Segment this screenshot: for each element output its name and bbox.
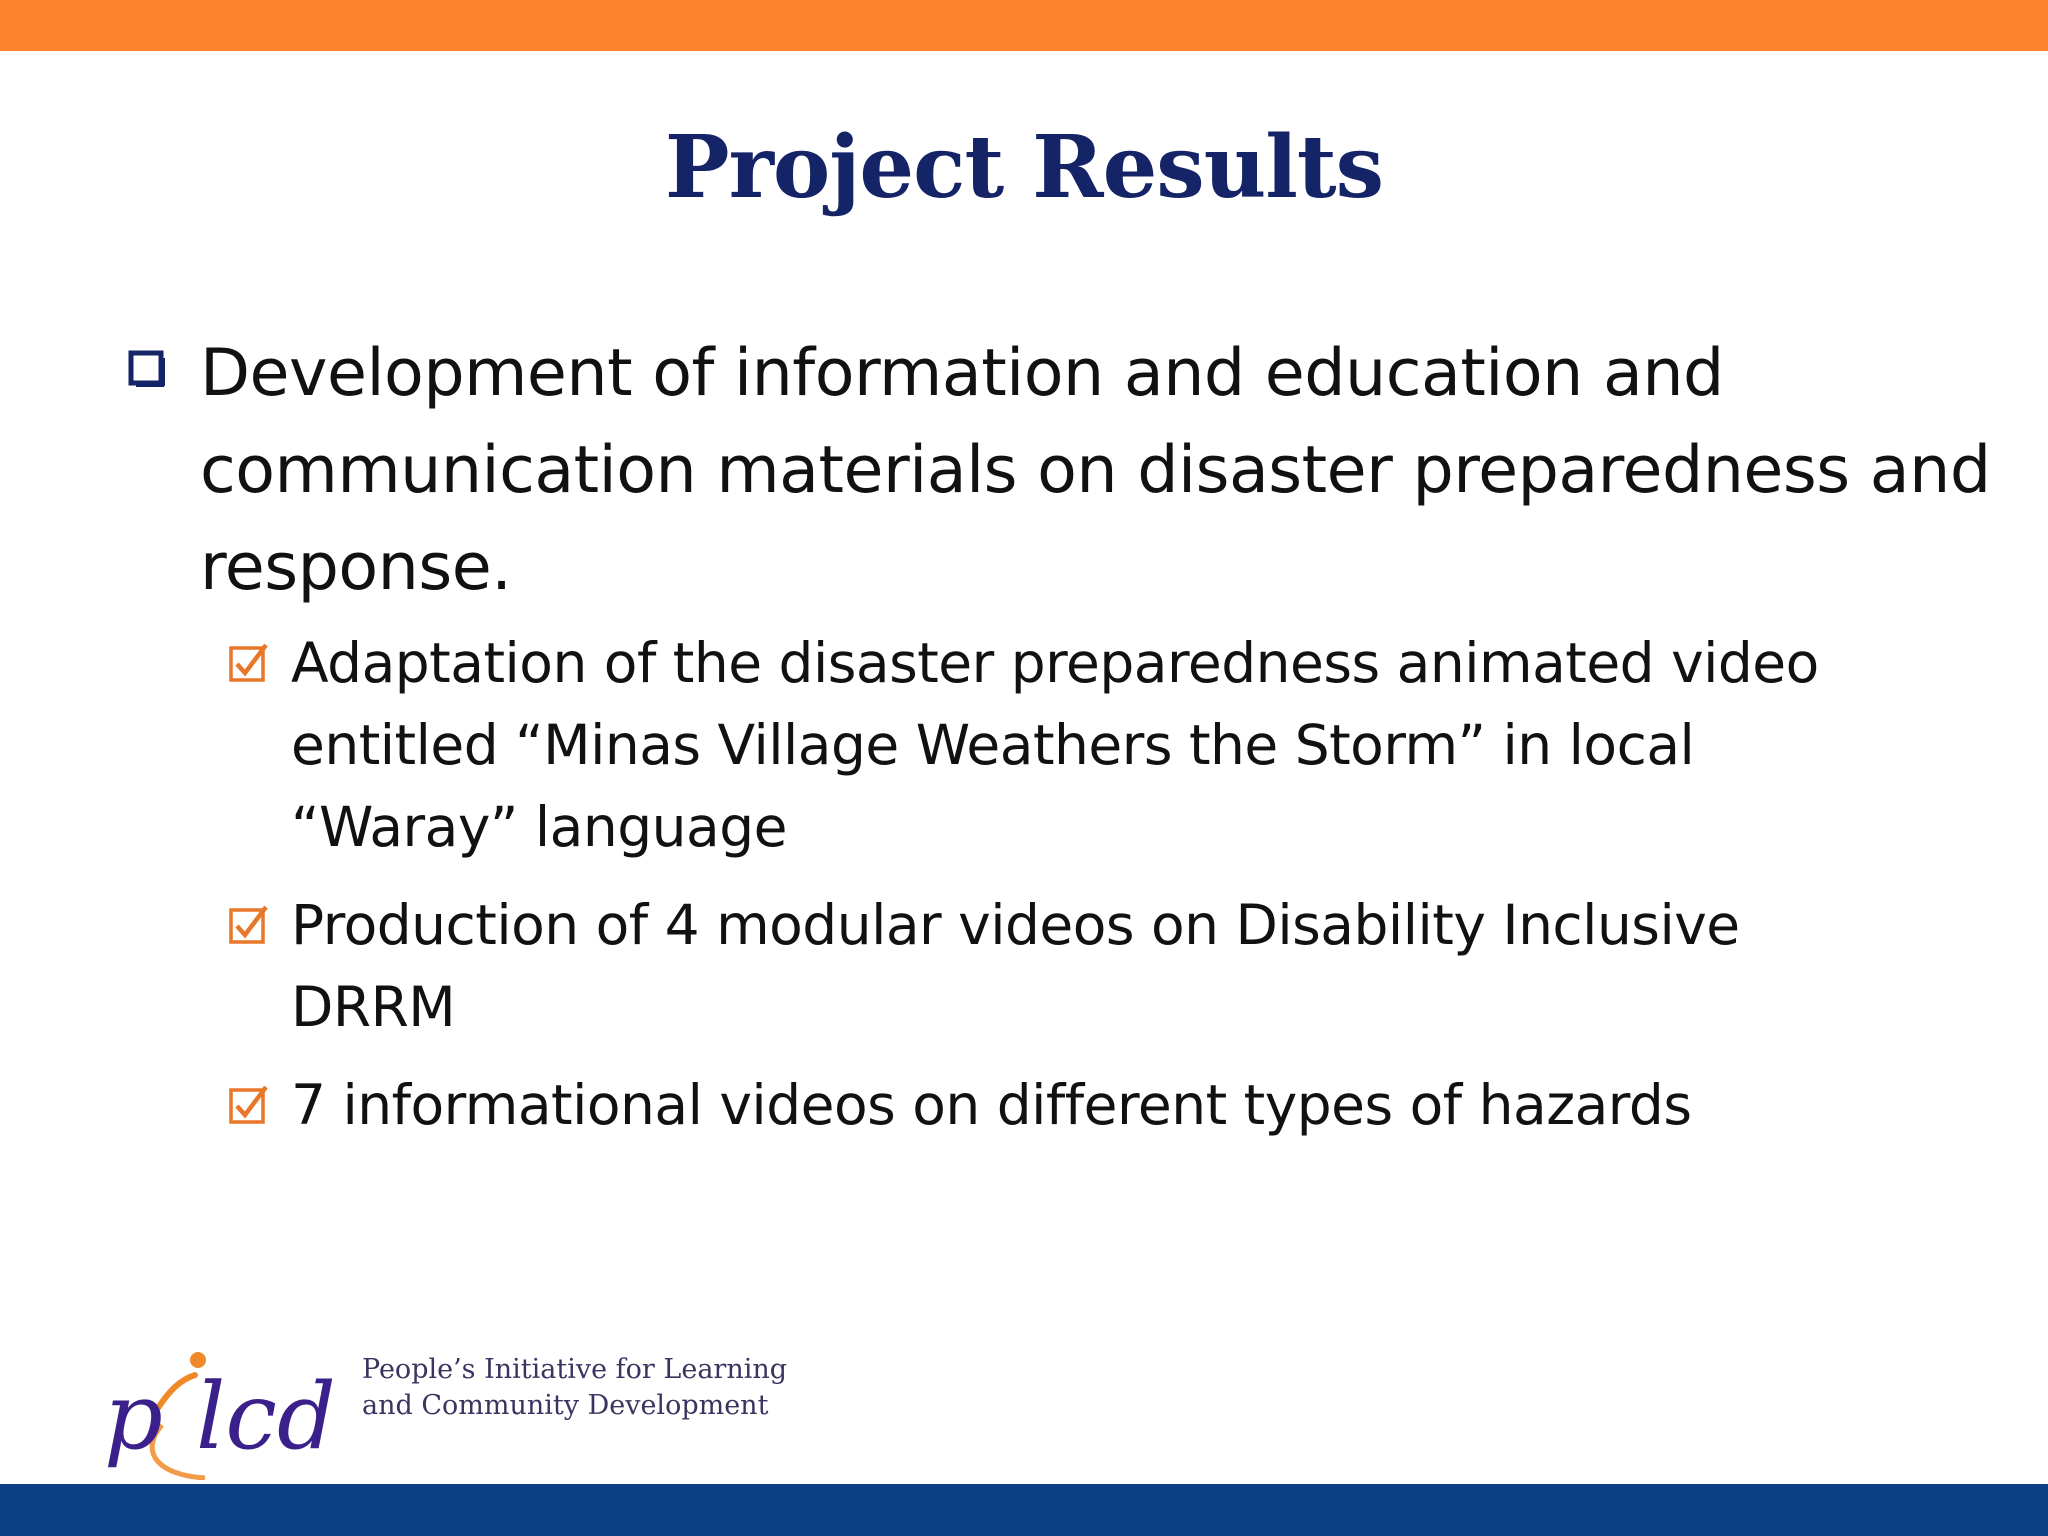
checked-box-icon <box>228 642 270 684</box>
square-checkbox-icon <box>128 350 166 388</box>
sub-bullet-text: Adaptation of the disaster preparedness animated video entitled “Minas Village Weathers the Storm” in local “Waray” language <box>291 631 1819 859</box>
svg-text:lcd: lcd <box>196 1363 336 1470</box>
svg-text:p: p <box>104 1363 163 1470</box>
bottom-accent-bar <box>0 1484 2048 1536</box>
logo-tagline-line-2: and Community Development <box>362 1390 769 1421</box>
main-bullet-text: Development of information and education and communication materials on disaster preparedness and response. <box>200 336 1991 605</box>
top-accent-bar <box>0 0 2048 51</box>
sub-bullet-text: 7 informational videos on different types of hazards <box>291 1073 1692 1137</box>
logo-tagline-line-1: People’s Initiative for Learning <box>362 1354 788 1385</box>
sub-bullet-text: Production of 4 modular videos on Disability Inclusive DRRM <box>291 893 1740 1039</box>
logo-tagline <box>362 1352 787 1424</box>
pilcd-logo-icon <box>100 1330 360 1480</box>
checked-box-icon <box>228 904 270 946</box>
checked-box-icon <box>228 1084 270 1126</box>
organization-logo <box>100 1330 788 1480</box>
slide-title: Project Results <box>664 117 1384 218</box>
